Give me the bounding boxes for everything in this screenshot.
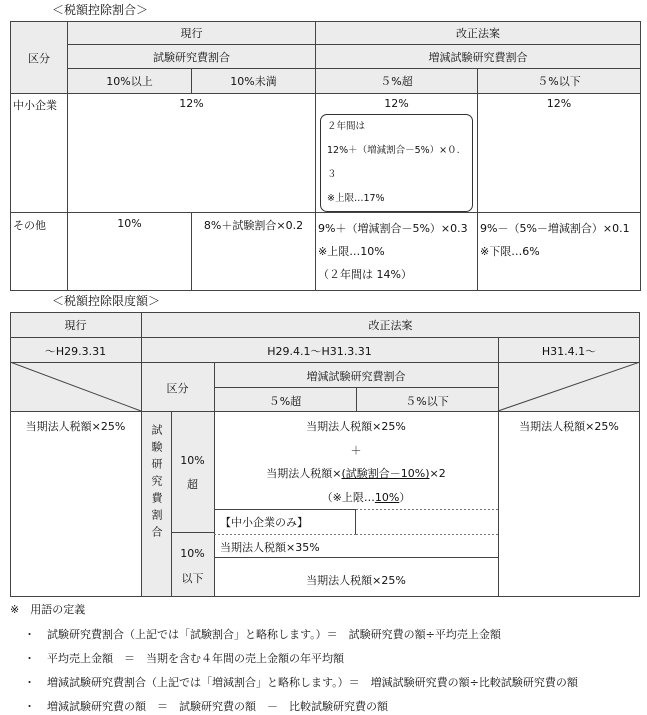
definition-item-3: 増減試験研究費割合（上記では「増減割合」と略称します。）＝ 増減試験研究費の額÷比較試験研究費の額 (47, 676, 578, 689)
other-5over-cell (316, 213, 478, 291)
over10-line-1: 当期法人税額×25% (306, 420, 406, 433)
sme-bubble-note (320, 114, 473, 212)
over10-line-3-pre: （※上限… (321, 491, 375, 504)
other-5under-line-2: ※下限…6% (480, 245, 540, 258)
t2-increase-ratio-header: 増減試験研究費割合 (306, 370, 406, 383)
other-5over-line-3: （２年間は 14%） (318, 268, 412, 281)
sme-current-value: 12% (68, 94, 316, 213)
definition-bullet-4: ・ (24, 700, 35, 713)
under10-value: 当期法人税額×25% (306, 574, 406, 587)
proposal-header: 改正法案 (316, 22, 641, 45)
sme-bubble-line-1: ２年間は (327, 121, 366, 132)
sme-5under-value: 12% (478, 94, 641, 213)
definition-item-4: 増減試験研究費の額 ＝ 試験研究費の額 － 比較試験研究費の額 (47, 700, 388, 713)
over10-line-2 (214, 465, 498, 481)
tax-credit-rate-table (10, 21, 641, 291)
period-current: ～H29.3.31 (44, 345, 107, 358)
over10-line-3-underlined: 10% (374, 491, 400, 504)
over10-line-2-pre: 当期法人税額× (266, 467, 342, 480)
table2-title: ＜税額控除限度額＞ (52, 294, 161, 308)
t2-new-value: 当期法人税額×25% (519, 420, 619, 433)
test-ratio-header: 試験研究費割合 (68, 45, 316, 69)
sme-only-label: 【中小企業のみ】 (220, 516, 308, 529)
sme-5over-value: 12% (384, 97, 409, 110)
test-ratio-vertical-label: 試験研究費割合 (150, 424, 163, 543)
sme-bubble-line-3: ※上限…17% (327, 193, 385, 204)
test-ratio-vertical-cell (141, 424, 171, 594)
sme-row-label: 中小企業 (11, 94, 68, 213)
col-5over: ５%超 (316, 69, 478, 94)
t2-current-value: 当期法人税額×25% (25, 420, 126, 433)
col-5under: ５%以下 (478, 69, 641, 94)
definition-bullet-1: ・ (24, 628, 35, 641)
over10-line-3 (214, 489, 498, 505)
over10-line-2-post: ×2 (429, 467, 446, 480)
definition-item-2: 平均売上金額 ＝ 当期を含む４年間の売上金額の年平均額 (47, 652, 344, 665)
t2-current-header: 現行 (64, 319, 87, 332)
sme-5over-cell (316, 94, 478, 213)
other-row-label: その他 (11, 213, 68, 291)
t2-proposal-header: 改正法案 (368, 319, 413, 332)
t2-col-5over: ５%超 (268, 395, 302, 408)
col-10up: 10%以上 (68, 69, 192, 94)
definition-bullet-3: ・ (24, 676, 35, 689)
definition-bullet-2: ・ (24, 652, 35, 665)
over10-line-3-post: ） (399, 491, 411, 504)
definitions-heading: ※ 用語の定義 (10, 603, 86, 616)
other-5over-line-1: 9%＋（増減割合－5%）×0.3 (318, 222, 468, 235)
other-5under-line-1: 9%－（5%－増減割合）×0.1 (480, 222, 630, 235)
period-new: H31.4.1～ (541, 345, 597, 358)
over10-label-2: 超 (187, 478, 198, 491)
under10-label-2: 以下 (181, 572, 204, 585)
over10-line-2-underlined: (試験割合－10%) (341, 467, 430, 480)
over10-label-1: 10% (180, 454, 205, 467)
period-mid: H29.4.1～H31.3.31 (267, 345, 372, 358)
increase-ratio-header: 増減試験研究費割合 (316, 45, 641, 69)
definition-item-1: 試験研究費割合（上記では「試験割合」と略称します。）＝ 試験研究費の額÷平均売上金額 (47, 628, 501, 641)
other-10under-value: 8%＋試験割合×0.2 (192, 213, 316, 291)
t2-category-header: 区分 (166, 382, 189, 395)
col-10under: 10%未満 (192, 69, 316, 94)
sme-value: 当期法人税額×35% (220, 541, 320, 554)
plus-sign: ＋ (350, 444, 362, 457)
current-header: 現行 (68, 22, 316, 45)
other-5under-cell (478, 213, 641, 291)
other-5over-line-2: ※上限…10% (318, 245, 385, 258)
other-10up-value: 10% (68, 213, 192, 291)
tax-credit-limit-table (10, 312, 640, 597)
table1-title: ＜税額控除割合＞ (52, 3, 149, 17)
under10-label-1: 10% (180, 547, 205, 560)
sme-bubble-line-2: 12%＋（増減割合－5%）×０.３ (327, 145, 460, 180)
category-header: 区分 (11, 22, 68, 94)
t2-col-5under: ５%以下 (405, 395, 449, 408)
